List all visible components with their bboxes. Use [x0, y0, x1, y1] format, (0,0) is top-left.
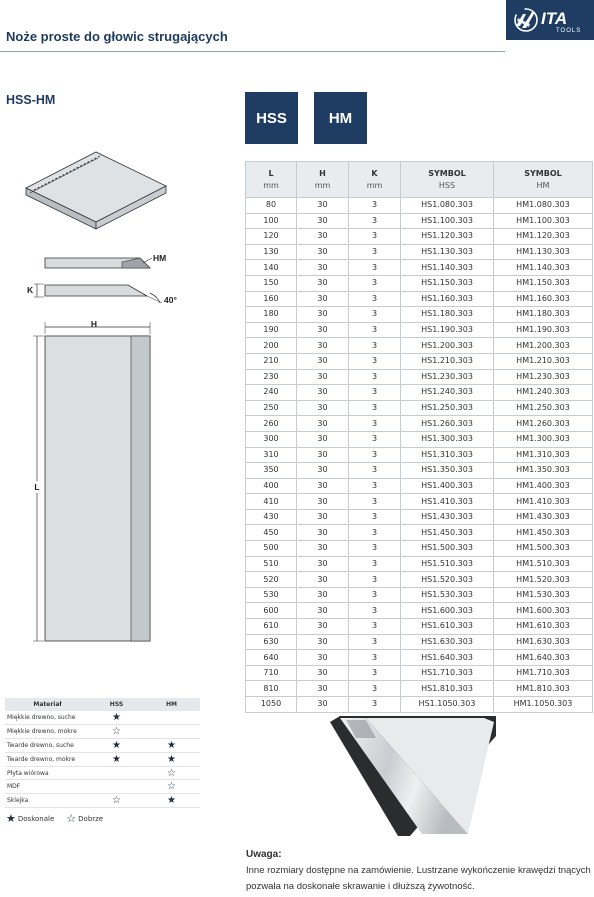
h-label: H [90, 319, 98, 329]
material-name: Sklejka [5, 794, 90, 808]
table-row [246, 447, 593, 463]
table-cell: HS1.510.303 [401, 556, 494, 572]
table-cell: 210 [246, 353, 297, 369]
table-cell: 3 [349, 244, 401, 260]
table-cell: 30 [297, 603, 349, 619]
table-cell: 160 [246, 291, 297, 307]
table-cell: 30 [297, 463, 349, 479]
hm-col-header: HM [143, 698, 200, 711]
table-cell: HM1.400.303 [494, 478, 593, 494]
table-cell: HM1.630.303 [494, 634, 593, 650]
table-cell: HS1.530.303 [401, 587, 494, 603]
table-cell: HS1.500.303 [401, 541, 494, 557]
table-cell: HS1.350.303 [401, 463, 494, 479]
table-cell: HS1.260.303 [401, 416, 494, 432]
table-cell: 3 [349, 385, 401, 401]
table-cell: 30 [297, 213, 349, 229]
table-cell: 30 [297, 509, 349, 525]
table-cell: HM1.450.303 [494, 525, 593, 541]
table-row [246, 572, 593, 588]
table-cell: HM1.520.303 [494, 572, 593, 588]
table-cell: 3 [349, 369, 401, 385]
table-cell: 3 [349, 463, 401, 479]
table-row [246, 198, 593, 214]
table-cell: HS1.410.303 [401, 494, 494, 510]
table-cell: 3 [349, 322, 401, 338]
material-name: Płyta wiórowa [5, 766, 90, 780]
l-label: L [34, 482, 40, 492]
table-cell: HM1.250.303 [494, 400, 593, 416]
table-row [246, 275, 593, 291]
table-cell: 3 [349, 198, 401, 214]
table-cell: HM1.210.303 [494, 353, 593, 369]
table-row [246, 650, 593, 666]
table-cell: 30 [297, 665, 349, 681]
hm-profile [45, 253, 166, 268]
table-cell: 150 [246, 275, 297, 291]
table-cell: 310 [246, 447, 297, 463]
table-cell: 500 [246, 541, 297, 557]
table-cell: 100 [246, 213, 297, 229]
col-symbol-hss-header: SYMBOL HSS [401, 162, 494, 198]
material-row [5, 752, 200, 766]
table-cell: HS1.520.303 [401, 572, 494, 588]
knife-size-table [245, 161, 593, 713]
table-cell: 30 [297, 634, 349, 650]
table-cell: HM1.300.303 [494, 431, 593, 447]
knife-technical-drawing [0, 140, 200, 660]
table-cell: HS1.400.303 [401, 478, 494, 494]
table-cell: 30 [297, 400, 349, 416]
table-cell: 3 [349, 447, 401, 463]
table-cell: 30 [297, 431, 349, 447]
table-cell: HS1.710.303 [401, 665, 494, 681]
page-title: Noże proste do głowic strugających [6, 29, 228, 44]
table-cell: 30 [297, 525, 349, 541]
table-cell: 180 [246, 307, 297, 323]
legend-good: Dobrze [78, 814, 104, 823]
table-cell: HM1.640.303 [494, 650, 593, 666]
table-cell: 640 [246, 650, 297, 666]
table-cell: 30 [297, 260, 349, 276]
material-col-header: Materiał [5, 698, 90, 711]
table-cell: 30 [297, 447, 349, 463]
table-row [246, 494, 593, 510]
table-row [246, 385, 593, 401]
hss-badge: HSS [245, 92, 298, 144]
table-cell: 30 [297, 416, 349, 432]
table-cell: HS1.640.303 [401, 650, 494, 666]
table-cell: HM1.180.303 [494, 307, 593, 323]
table-cell: 510 [246, 556, 297, 572]
table-row [246, 681, 593, 697]
table-cell: 3 [349, 556, 401, 572]
table-cell: 3 [349, 229, 401, 245]
col-k-header: K mm [349, 162, 401, 198]
empty-rating-cell [143, 711, 200, 725]
table-cell: 3 [349, 353, 401, 369]
table-cell: 30 [297, 556, 349, 572]
material-suitability-table [5, 698, 200, 808]
table-header-row [246, 162, 593, 198]
outline-star-icon: ☆ [90, 794, 143, 808]
table-row [246, 338, 593, 354]
table-cell: 3 [349, 275, 401, 291]
table-cell: 300 [246, 431, 297, 447]
table-cell: HM1.310.303 [494, 447, 593, 463]
table-cell: HM1.130.303 [494, 244, 593, 260]
table-cell: HM1.140.303 [494, 260, 593, 276]
table-cell: 30 [297, 369, 349, 385]
table-cell: 530 [246, 587, 297, 603]
table-cell: 1050 [246, 697, 297, 713]
table-cell: 3 [349, 494, 401, 510]
table-cell: 3 [349, 697, 401, 713]
col-l-header: L mm [246, 162, 297, 198]
hm-label: HM [153, 253, 167, 263]
table-cell: HM1.500.303 [494, 541, 593, 557]
note-title: Uwaga: [246, 849, 282, 860]
material-row [5, 725, 200, 739]
table-cell: HM1.200.303 [494, 338, 593, 354]
table-cell: 30 [297, 587, 349, 603]
filled-star-icon: ★ [90, 711, 143, 725]
table-row [246, 369, 593, 385]
table-cell: HS1.610.303 [401, 619, 494, 635]
table-cell: HS1.140.303 [401, 260, 494, 276]
table-cell: HS1.600.303 [401, 603, 494, 619]
table-cell: 30 [297, 244, 349, 260]
table-cell: 630 [246, 634, 297, 650]
filled-star-icon: ★ [90, 752, 143, 766]
table-row [246, 416, 593, 432]
table-cell: HS1.810.303 [401, 681, 494, 697]
table-cell: HS1.120.303 [401, 229, 494, 245]
table-cell: HS1.450.303 [401, 525, 494, 541]
table-cell: 30 [297, 494, 349, 510]
table-cell: 30 [297, 541, 349, 557]
table-row [246, 400, 593, 416]
table-cell: 600 [246, 603, 297, 619]
table-cell: 30 [297, 619, 349, 635]
k-label: K [27, 285, 34, 295]
table-cell: 120 [246, 229, 297, 245]
table-cell: 3 [349, 619, 401, 635]
table-cell: 450 [246, 525, 297, 541]
table-cell: 3 [349, 307, 401, 323]
table-cell: 350 [246, 463, 297, 479]
table-cell: HM1.080.303 [494, 198, 593, 214]
outline-star-icon: ☆ [143, 780, 200, 794]
note-text: Inne rozmiary dostępne na zamówienie. Lustrzane wykończenie krawędzi tnących pozwala na doskonałe skrawanie i dłuższą żywotność. [246, 865, 591, 892]
product-photo [326, 716, 496, 841]
table-row [246, 509, 593, 525]
table-row [246, 603, 593, 619]
table-cell: HS1.100.303 [401, 213, 494, 229]
table-cell: 250 [246, 400, 297, 416]
table-cell: HS1.250.303 [401, 400, 494, 416]
table-cell: HM1.710.303 [494, 665, 593, 681]
table-cell: HS1.150.303 [401, 275, 494, 291]
table-cell: HM1.610.303 [494, 619, 593, 635]
table-cell: 430 [246, 509, 297, 525]
table-cell: 140 [246, 260, 297, 276]
table-cell: 30 [297, 338, 349, 354]
table-row [246, 213, 593, 229]
logo-emblem-icon [515, 9, 537, 31]
table-row [246, 541, 593, 557]
table-cell: HM1.120.303 [494, 229, 593, 245]
table-cell: HM1.260.303 [494, 416, 593, 432]
table-row [246, 478, 593, 494]
table-row [246, 431, 593, 447]
k-profile [27, 284, 177, 305]
section-title: HSS-HM [6, 93, 56, 107]
empty-rating-cell [90, 780, 143, 794]
table-row [246, 353, 593, 369]
table-cell: 30 [297, 572, 349, 588]
table-cell: 260 [246, 416, 297, 432]
table-cell: HM1.160.303 [494, 291, 593, 307]
table-row [246, 619, 593, 635]
filled-star-icon: ★ [143, 752, 200, 766]
table-cell: 400 [246, 478, 297, 494]
table-row [246, 322, 593, 338]
filled-star-icon: ★ [143, 794, 200, 808]
table-cell: 200 [246, 338, 297, 354]
table-cell: 3 [349, 260, 401, 276]
table-cell: HM1.430.303 [494, 509, 593, 525]
filled-star-icon: ★ [6, 812, 16, 825]
table-cell: HS1.180.303 [401, 307, 494, 323]
table-cell: HM1.600.303 [494, 603, 593, 619]
col-h-header: H mm [297, 162, 349, 198]
table-cell: HS1.630.303 [401, 634, 494, 650]
table-cell: HS1.200.303 [401, 338, 494, 354]
logo-sub-text: TOOLS [556, 28, 582, 34]
table-cell: 3 [349, 291, 401, 307]
table-row [246, 244, 593, 260]
hm-badge: HM [314, 92, 367, 144]
table-cell: HM1.810.303 [494, 681, 593, 697]
table-cell: 610 [246, 619, 297, 635]
table-cell: HM1.100.303 [494, 213, 593, 229]
table-cell: HS1.160.303 [401, 291, 494, 307]
material-name: Miękkie drewno, mokre [5, 725, 90, 739]
table-cell: 3 [349, 400, 401, 416]
table-cell: 30 [297, 681, 349, 697]
table-cell: 30 [297, 291, 349, 307]
table-cell: HS1.080.303 [401, 198, 494, 214]
material-name: Miękkie drewno, suche [5, 711, 90, 725]
table-cell: HM1.240.303 [494, 385, 593, 401]
table-cell: 130 [246, 244, 297, 260]
table-row [246, 307, 593, 323]
table-cell: 30 [297, 650, 349, 666]
table-cell: 80 [246, 198, 297, 214]
table-cell: HS1.230.303 [401, 369, 494, 385]
table-cell: 3 [349, 416, 401, 432]
table-row [246, 291, 593, 307]
table-cell: 410 [246, 494, 297, 510]
table-cell: HM1.190.303 [494, 322, 593, 338]
table-cell: 3 [349, 509, 401, 525]
table-cell: 3 [349, 541, 401, 557]
table-row [246, 587, 593, 603]
table-cell: 3 [349, 572, 401, 588]
table-cell: 30 [297, 198, 349, 214]
material-row [5, 780, 200, 794]
material-header-row [5, 698, 200, 711]
table-cell: 3 [349, 431, 401, 447]
ita-tools-logo [506, 0, 594, 40]
outline-star-icon: ☆ [143, 766, 200, 780]
filled-star-icon: ★ [90, 739, 143, 753]
table-cell: HM1.410.303 [494, 494, 593, 510]
table-row [246, 634, 593, 650]
legend-excellent: Doskonale [17, 814, 55, 823]
empty-rating-cell [90, 766, 143, 780]
table-cell: 710 [246, 665, 297, 681]
table-cell: 3 [349, 665, 401, 681]
table-row [246, 697, 593, 713]
table-cell: 30 [297, 229, 349, 245]
table-cell: 30 [297, 478, 349, 494]
table-cell: HS1.210.303 [401, 353, 494, 369]
table-row [246, 665, 593, 681]
table-row [246, 556, 593, 572]
table-cell: HM1.1050.303 [494, 697, 593, 713]
material-row [5, 794, 200, 808]
table-cell: 3 [349, 650, 401, 666]
table-cell: 30 [297, 385, 349, 401]
table-cell: HM1.150.303 [494, 275, 593, 291]
logo-main-text: ITA [541, 9, 568, 28]
isometric-blade [26, 152, 166, 229]
table-row [246, 260, 593, 276]
angle-label: 40° [164, 295, 177, 305]
table-cell: 3 [349, 525, 401, 541]
table-row [246, 463, 593, 479]
table-cell: 3 [349, 681, 401, 697]
table-cell: HS1.240.303 [401, 385, 494, 401]
header-divider [0, 51, 505, 52]
table-cell: 3 [349, 213, 401, 229]
table-cell: HS1.1050.303 [401, 697, 494, 713]
table-cell: HM1.510.303 [494, 556, 593, 572]
hss-col-header: HSS [90, 698, 143, 711]
table-cell: 30 [297, 353, 349, 369]
material-row [5, 739, 200, 753]
table-cell: 230 [246, 369, 297, 385]
table-cell: 3 [349, 587, 401, 603]
empty-rating-cell [143, 725, 200, 739]
table-row [246, 525, 593, 541]
outline-star-icon: ☆ [90, 725, 143, 739]
rating-legend [6, 812, 103, 825]
table-cell: 240 [246, 385, 297, 401]
table-cell: HS1.300.303 [401, 431, 494, 447]
table-cell: 520 [246, 572, 297, 588]
table-cell: 3 [349, 603, 401, 619]
col-symbol-hm-header: SYMBOL HM [494, 162, 593, 198]
table-cell: HM1.530.303 [494, 587, 593, 603]
table-cell: 30 [297, 307, 349, 323]
material-name: Twarde drewno, mokre [5, 752, 90, 766]
table-cell: HS1.130.303 [401, 244, 494, 260]
table-cell: HM1.230.303 [494, 369, 593, 385]
table-cell: 30 [297, 275, 349, 291]
table-cell: 3 [349, 478, 401, 494]
material-row [5, 766, 200, 780]
table-cell: 3 [349, 338, 401, 354]
outline-star-icon: ☆ [66, 812, 77, 825]
front-view [31, 319, 150, 641]
table-cell: HS1.190.303 [401, 322, 494, 338]
table-cell: 190 [246, 322, 297, 338]
table-cell: HS1.430.303 [401, 509, 494, 525]
material-name: Twarde drewno, suche [5, 739, 90, 753]
table-cell: 30 [297, 322, 349, 338]
table-cell: 3 [349, 634, 401, 650]
table-row [246, 229, 593, 245]
table-cell: HM1.350.303 [494, 463, 593, 479]
table-cell: 30 [297, 697, 349, 713]
table-cell: HS1.310.303 [401, 447, 494, 463]
material-row [5, 711, 200, 725]
material-name: MDF [5, 780, 90, 794]
table-cell: 810 [246, 681, 297, 697]
filled-star-icon: ★ [143, 739, 200, 753]
